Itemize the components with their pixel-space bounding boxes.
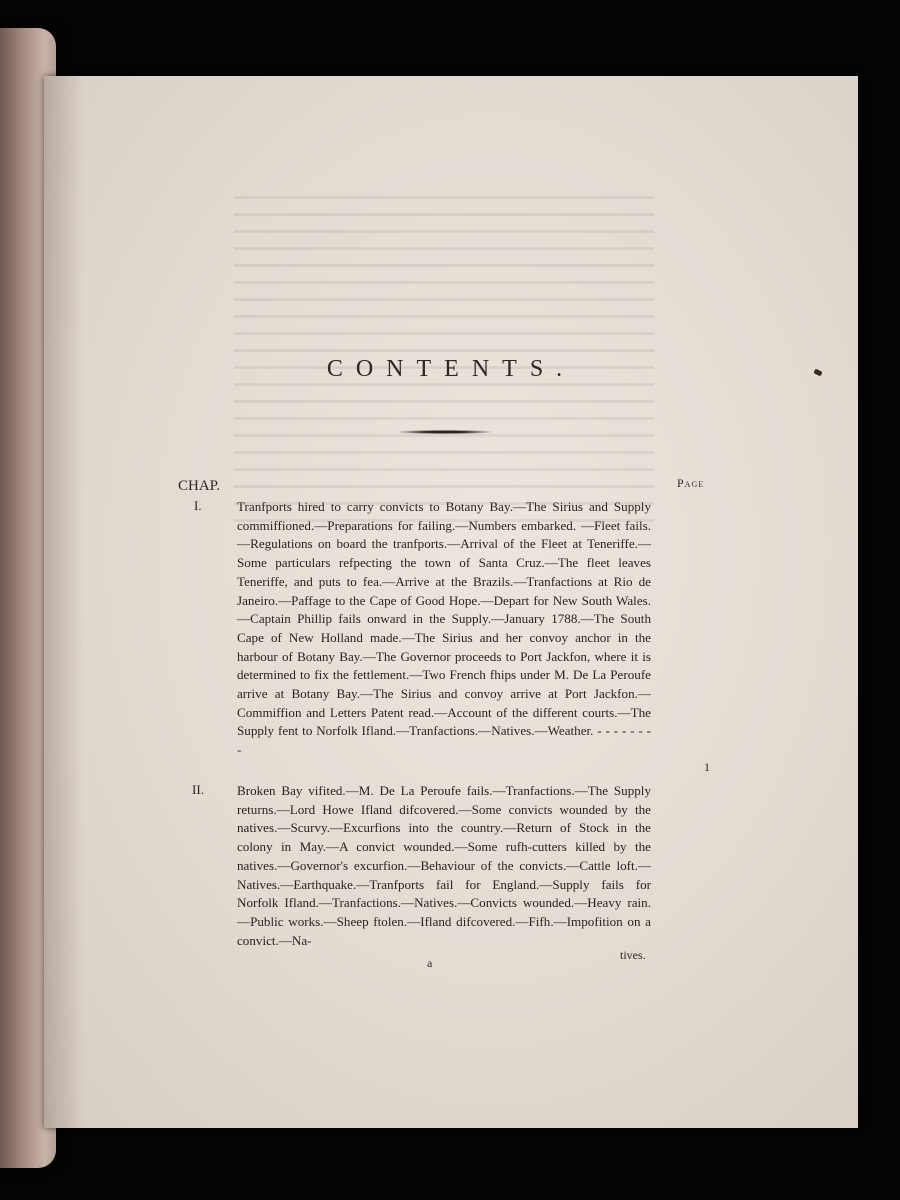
chapter-numeral: I. (194, 498, 202, 513)
chapter-summary: Broken Bay vifited.—M. De La Peroufe fails.—Tranfactions.—The Supply returns.—Lord Howe Ifland difcovered.—Some convicts wounded by the natives.—Scurvy.—Excurfions into the country.—Return of Stock in the colony in May.—A convict wounded.—Some rufh-cutters killed by the natives.—Governor's excurfion.—Behaviour of the convicts.—Cattle loft.—Natives.—Earthquake.—Tranfports fail for England.—Supply fails for Norfolk Ifland.—Tranfactions.—Natives.—Convicts wounded.—Heavy rain.—Public works.—Sheep ftolen.—Ifland difcovered.—Fifh.—Impofition on a convict.—Na- (237, 783, 651, 948)
chap-column-header: CHAP. (178, 478, 221, 494)
catchword: tives. (620, 948, 646, 962)
chapter-summary: Tranfports hired to carry convicts to Botany Bay.—The Sirius and Supply commiffioned.—Preparations for failing.—Numbers embarked. —Fleet fails.—Regulations on board the tranfports.—Arrival of the Fleet at Teneriffe.—Some particulars refpecting the town of Santa Cruz.—The fleet leaves Teneriffe, and puts to fea.—Arrive at the Brazils.—Tranfactions at Rio de Janeiro.—Paffage to the Cape of Good Hope.—Depart for New South Wales.—Captain Phillip fails onward in the Supply.—January 1788.—The South Cape of New Holland made.—The Sirius and her convoy anchor in the harbour of Botany Bay.—The Governor proceeds to Port Jackfon, where it is determined to fix the fettlement.—Two French fhips under M. De La Peroufe arrive at Botany Bay.—The Sirius and convoy arrive at Port Jackfon.—Commiffion and Letters Patent read.—Account of the different courts.—The Supply fent to Norfolk Ifland.—Tranfactions.—Natives.—Weather. - - - - - - - - (237, 499, 651, 758)
page-title: CONTENTS. (326, 356, 576, 382)
book-page (44, 76, 858, 1128)
page-column-header: Page (677, 476, 705, 490)
page-number: 1 (704, 760, 710, 774)
signature-mark: a (427, 956, 433, 970)
chapter-numeral: II. (192, 782, 204, 797)
ornamental-rule (398, 430, 492, 434)
